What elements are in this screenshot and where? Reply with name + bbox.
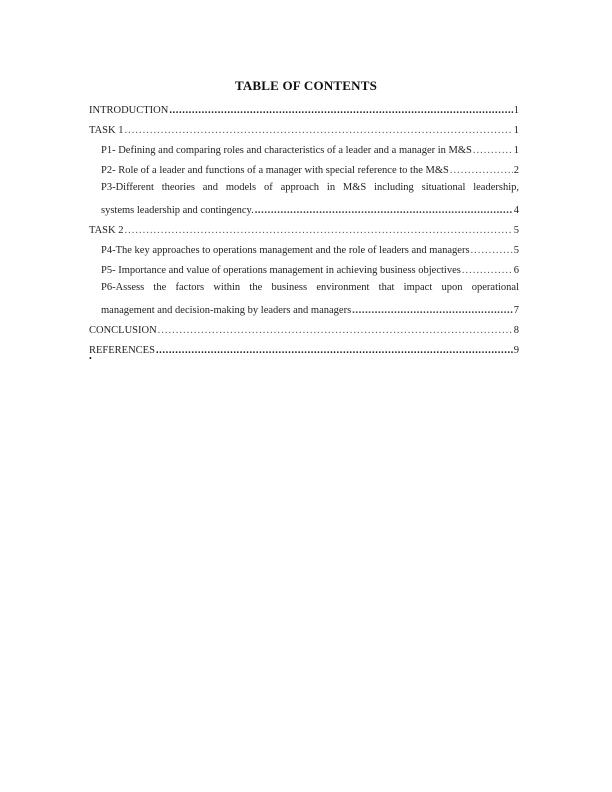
- toc-entry-p6[interactable]: [89, 279, 519, 319]
- toc-entry-p1[interactable]: [89, 139, 519, 159]
- toc-entry-label: P2- Role of a leader and functions of a manager with special reference to the M&S: [101, 165, 449, 176]
- dot-leader: [462, 264, 513, 277]
- paragraph-mark: •: [89, 354, 92, 363]
- toc-page-number: 1: [513, 105, 519, 116]
- toc-page-number: 1: [513, 145, 519, 156]
- toc-entry-p2[interactable]: [89, 159, 519, 179]
- dot-leader: [471, 244, 513, 257]
- toc-entry-label: systems leadership and contingency.: [101, 205, 254, 216]
- toc-entry-p4[interactable]: [89, 239, 519, 259]
- toc-entry-label: management and decision-making by leaders and managers: [101, 305, 352, 316]
- toc-entry-references[interactable]: [89, 339, 519, 359]
- toc-entry-label: P1- Defining and comparing roles and characteristics of a leader and a manager in M&S: [101, 145, 472, 156]
- toc-entry-introduction[interactable]: [89, 99, 519, 119]
- toc-page-number: 6: [513, 265, 519, 276]
- toc-entry-p3[interactable]: [89, 179, 519, 219]
- toc-page-number: 4: [513, 205, 519, 216]
- dot-leader: [124, 224, 512, 237]
- toc-entry-label: REFERENCES: [89, 345, 155, 356]
- table-of-contents: [89, 99, 519, 359]
- toc-page-number: 2: [513, 165, 519, 176]
- dot-leader: [450, 164, 513, 177]
- toc-entry-label: INTRODUCTION: [89, 105, 169, 116]
- dot-leader: [124, 124, 512, 137]
- toc-entry-task1[interactable]: [89, 119, 519, 139]
- toc-entry-label: P4-The key approaches to operations management and the role of leaders and managers: [101, 245, 470, 256]
- toc-page-number: 9: [513, 345, 519, 356]
- dot-leader: [158, 324, 513, 337]
- dot-leader: [156, 344, 513, 357]
- toc-entry-conclusion[interactable]: [89, 319, 519, 339]
- toc-page-number: 5: [513, 225, 519, 236]
- toc-entry-label-line1: P3-Different theories and models of approach in M&S including situational leadership,: [101, 182, 519, 193]
- toc-page-number: 7: [513, 305, 519, 316]
- dot-leader: [352, 304, 513, 317]
- toc-page-number: 1: [513, 125, 519, 136]
- toc-page-number: 5: [513, 245, 519, 256]
- dot-leader: [473, 144, 513, 157]
- toc-page-number: 8: [513, 325, 519, 336]
- toc-entry-label: TASK 2: [89, 225, 124, 236]
- toc-entry-label: TASK 1: [89, 125, 124, 136]
- toc-entry-label: P5- Importance and value of operations management in achieving business objectives: [101, 265, 461, 276]
- toc-entry-label: CONCLUSION: [89, 325, 157, 336]
- toc-entry-p5[interactable]: [89, 259, 519, 279]
- toc-title: TABLE OF CONTENTS: [234, 78, 378, 93]
- dot-leader: [255, 204, 513, 217]
- toc-entry-label-line1: P6-Assess the factors within the business environment that impact upon operational: [101, 282, 519, 293]
- dot-leader: [169, 104, 512, 117]
- toc-entry-task2[interactable]: [89, 219, 519, 239]
